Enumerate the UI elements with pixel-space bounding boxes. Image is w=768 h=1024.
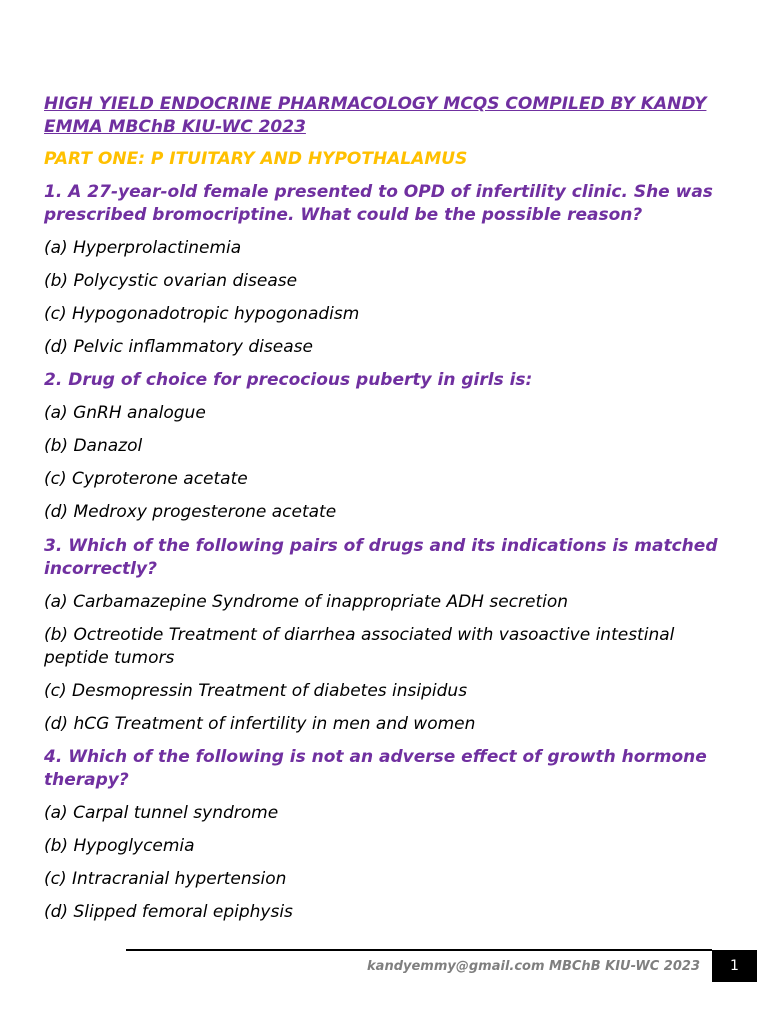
question-4-option-b: (b) Hypoglycemia [44, 836, 195, 856]
question-3-option-a: (a) Carbamazepine Syndrome of inappropriate ADH secretion [44, 592, 569, 612]
footer-divider [126, 949, 712, 951]
question-3-option-c: (c) Desmopressin Treatment of diabetes insipidus [44, 681, 468, 701]
question-3-text: 3. Which of the following pairs of drugs and its indications is matched incorrectly? [44, 536, 718, 579]
document-title: HIGH YIELD ENDOCRINE PHARMACOLOGY MCQS COMPILED BY KANDY EMMA MBChB KIU-WC 2023 [44, 94, 707, 137]
question-1-text: 1. A 27-year-old female presented to OPD of infertility clinic. She was prescribed bromocriptine. What could be the possible reason? [44, 182, 713, 225]
question-4-option-d: (d) Slipped femoral epiphysis [44, 902, 293, 922]
page-number: 1 [712, 950, 757, 982]
question-4-option-c: (c) Intracranial hypertension [44, 869, 287, 889]
question-4-text: 4. Which of the following is not an adverse effect of growth hormone therapy? [44, 747, 707, 790]
question-2-option-b: (b) Danazol [44, 436, 143, 456]
footer-text: kandyemmy@gmail.com MBChB KIU-WC 2023 [367, 959, 700, 974]
question-3-option-b: (b) Octreotide Treatment of diarrhea associated with vasoactive intestinal peptide tumors [44, 625, 675, 668]
question-1-option-b: (b) Polycystic ovarian disease [44, 271, 298, 291]
part-heading: PART ONE: P ITUITARY AND HYPOTHALAMUS [44, 149, 468, 169]
question-1-option-c: (c) Hypogonadotropic hypogonadism [44, 304, 360, 324]
question-4-option-a: (a) Carpal tunnel syndrome [44, 803, 279, 823]
question-2-text: 2. Drug of choice for precocious puberty in girls is: [44, 370, 533, 390]
question-3-option-d: (d) hCG Treatment of infertility in men and women [44, 714, 476, 734]
question-1-option-d: (d) Pelvic inflammatory disease [44, 337, 313, 357]
question-1-option-a: (a) Hyperprolactinemia [44, 238, 242, 258]
question-2-option-d: (d) Medroxy progesterone acetate [44, 502, 337, 522]
question-2-option-c: (c) Cyproterone acetate [44, 469, 248, 489]
question-2-option-a: (a) GnRH analogue [44, 403, 206, 423]
